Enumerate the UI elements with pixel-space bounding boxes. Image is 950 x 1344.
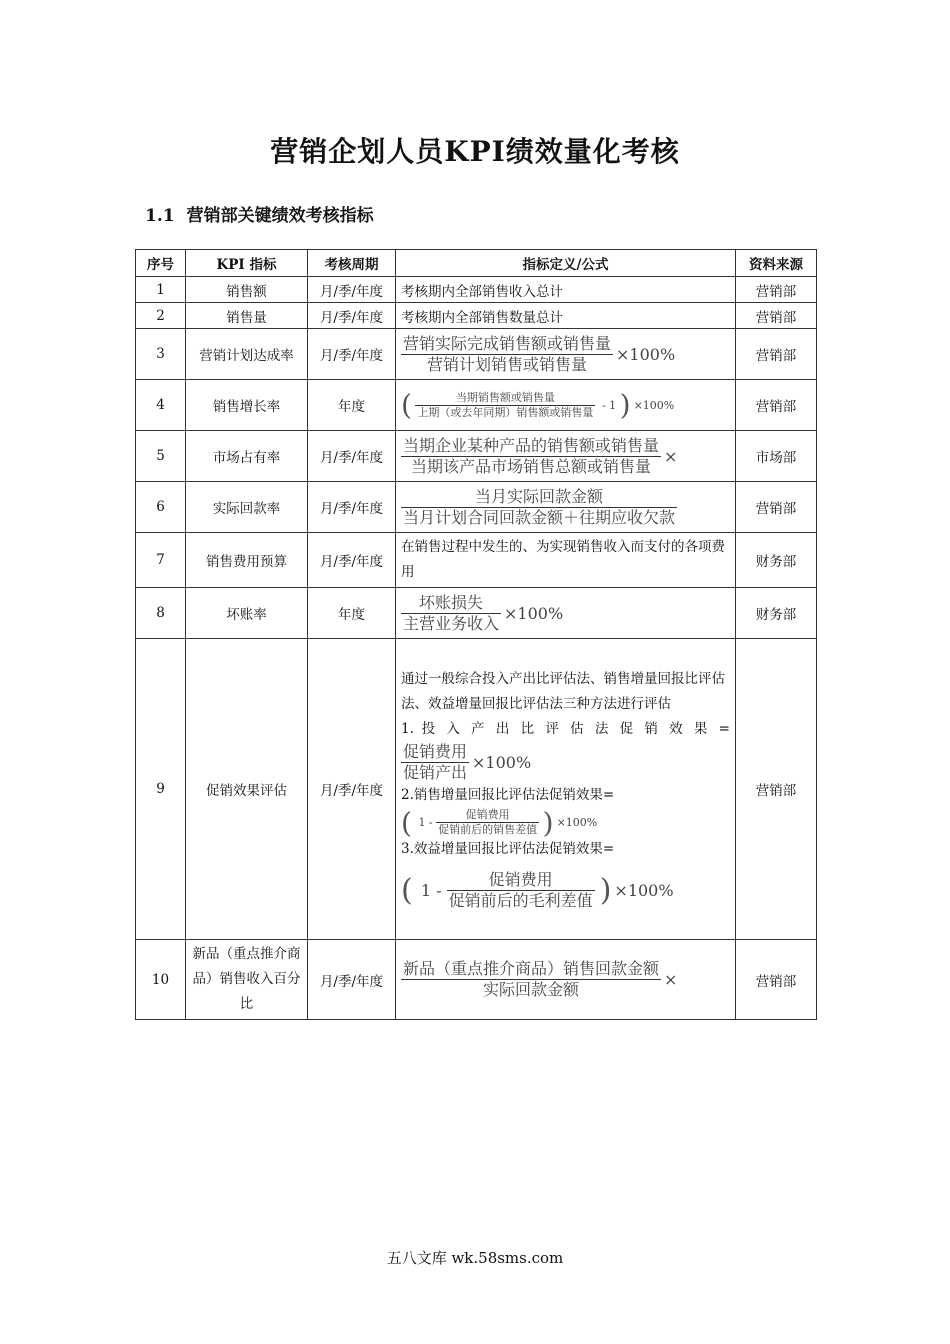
row-kpi: 销售增长率 <box>186 380 308 431</box>
row-formula <box>396 431 736 482</box>
formula-lead: 1 - <box>420 881 442 900</box>
row-period: 月/季/年度 <box>308 431 396 482</box>
row-no: 4 <box>136 380 186 431</box>
numerator: 新品（重点推介商品）销售回款金额 <box>403 959 660 978</box>
row-period: 月/季/年度 <box>308 482 396 533</box>
numerator: 促销费用 <box>488 870 553 889</box>
table-row <box>136 431 817 482</box>
row-definition: 考核期内全部销售收入总计 <box>396 277 736 303</box>
row-no: 9 <box>136 639 186 940</box>
row-no: 5 <box>136 431 186 482</box>
section-title: 营销部关键绩效考核指标 <box>186 206 374 226</box>
row-formula <box>396 940 736 1020</box>
table-row <box>136 940 817 1020</box>
header-period: 考核周期 <box>308 250 396 277</box>
method-1-label: 1. 投 入 产 出 比 评 估 法 促 销 效 果 = <box>401 721 730 737</box>
header-kpi: KPI 指标 <box>186 250 308 277</box>
table-row <box>136 303 817 329</box>
row-source: 营销部 <box>736 940 817 1020</box>
right-paren: ) <box>619 388 631 422</box>
row-period: 年度 <box>308 380 396 431</box>
row-no: 6 <box>136 482 186 533</box>
row-formula <box>396 482 736 533</box>
table-row <box>136 329 817 380</box>
left-paren: ( <box>401 873 413 908</box>
formula-multiplier: ×100% <box>556 816 598 829</box>
row-kpi: 新品（重点推介商品）销售收入百分比 <box>186 940 308 1020</box>
numerator: 当期销售额或销售量 <box>455 390 555 404</box>
method-3-formula <box>401 870 730 911</box>
row-kpi: 销售费用预算 <box>186 533 308 588</box>
document-title: 营销企划人员KPI绩效量化考核 <box>270 135 680 168</box>
method-2-label: 2.销售增量回报比评估法促销效果= <box>401 787 615 803</box>
fraction <box>436 808 539 837</box>
table-row <box>136 639 817 940</box>
row-no: 7 <box>136 533 186 588</box>
numerator: 当月实际回款金额 <box>475 486 604 506</box>
row-source: 营销部 <box>736 482 817 533</box>
row-kpi: 实际回款率 <box>186 482 308 533</box>
table-row <box>136 588 817 639</box>
formula-multiplier: × <box>664 446 678 466</box>
kpi-table <box>135 249 817 1020</box>
formula-multiplier: × <box>664 970 678 989</box>
fraction <box>401 959 661 1000</box>
formula-multiplier: ×100% <box>504 603 564 623</box>
row-period: 月/季/年度 <box>308 329 396 380</box>
row-period: 月/季/年度 <box>308 639 396 940</box>
row-no: 1 <box>136 277 186 303</box>
footer-watermark: 五八文库 wk.58sms.com <box>386 1249 564 1267</box>
header-source: 资料来源 <box>736 250 817 277</box>
row-definition <box>396 639 736 940</box>
row-source: 营销部 <box>736 329 817 380</box>
row-source: 财务部 <box>736 588 817 639</box>
formula-lead: 1 - <box>418 816 433 829</box>
header-no: 序号 <box>136 250 186 277</box>
table-header-row <box>136 250 817 277</box>
row-period: 年度 <box>308 588 396 639</box>
row-period: 月/季/年度 <box>308 303 396 329</box>
row-source: 营销部 <box>736 303 817 329</box>
row-source: 营销部 <box>736 380 817 431</box>
denominator: 上期（或去年同期）销售额或销售量 <box>417 405 594 419</box>
denominator: 主营业务收入 <box>403 613 500 633</box>
row-kpi: 营销计划达成率 <box>186 329 308 380</box>
row-definition: 考核期内全部销售数量总计 <box>396 303 736 329</box>
denominator: 促销前后的毛利差值 <box>448 891 593 910</box>
table-row <box>136 380 817 431</box>
numerator: 促销费用 <box>403 742 468 761</box>
method-2-formula <box>401 808 730 837</box>
section-number: 1.1 <box>145 206 175 226</box>
row-source: 市场部 <box>736 431 817 482</box>
row-source: 营销部 <box>736 639 817 940</box>
formula-multiplier: ×100% <box>614 881 674 900</box>
row-kpi: 坏账率 <box>186 588 308 639</box>
denominator: 当期该产品市场销售总额或销售量 <box>411 456 652 476</box>
denominator: 营销计划销售或销售量 <box>427 354 588 374</box>
row-source: 财务部 <box>736 533 817 588</box>
row-no: 2 <box>136 303 186 329</box>
formula <box>401 333 676 374</box>
denominator: 促销产出 <box>403 763 468 782</box>
row-period: 月/季/年度 <box>308 940 396 1020</box>
formula <box>401 592 564 633</box>
formula <box>401 959 678 999</box>
formula <box>401 806 598 839</box>
formula-multiplier: ×100% <box>472 753 532 772</box>
fraction <box>401 436 661 477</box>
row-kpi: 市场占有率 <box>186 431 308 482</box>
numerator: 营销实际完成销售额或销售量 <box>403 333 612 353</box>
fraction <box>401 593 501 634</box>
row-source: 营销部 <box>736 277 817 303</box>
table-row <box>136 277 817 303</box>
formula-minus: - 1 <box>601 398 617 412</box>
fraction <box>401 334 613 375</box>
left-paren: ( <box>401 806 412 839</box>
row-formula <box>396 329 736 380</box>
fraction <box>401 487 677 528</box>
right-paren: ) <box>542 806 554 839</box>
denominator: 实际回款金额 <box>483 980 580 999</box>
left-paren: ( <box>401 388 412 422</box>
row-kpi: 促销效果评估 <box>186 639 308 940</box>
header-definition: 指标定义/公式 <box>396 250 736 277</box>
row-no: 8 <box>136 588 186 639</box>
table-row <box>136 482 817 533</box>
formula-multiplier: ×100% <box>616 344 676 364</box>
row-formula <box>396 380 736 431</box>
table-row <box>136 533 817 588</box>
method-1-formula <box>401 742 730 783</box>
fraction <box>415 391 595 420</box>
formula <box>401 486 677 527</box>
row-period: 月/季/年度 <box>308 533 396 588</box>
denominator: 促销前后的销售差值 <box>438 823 538 836</box>
row-no: 10 <box>136 940 186 1020</box>
formula <box>401 870 674 910</box>
row-kpi: 销售额 <box>186 277 308 303</box>
row-no: 3 <box>136 329 186 380</box>
method-intro: 通过一般综合投入产出比评估法、销售增量回报比评估法、效益增量回报比评估法三种方法进行评估 <box>401 671 725 712</box>
denominator: 当月计划合同回款金额＋往期应收欠款 <box>403 507 676 527</box>
row-period: 月/季/年度 <box>308 277 396 303</box>
method-3-label: 3.效益增量回报比评估法促销效果= <box>401 841 615 857</box>
fraction <box>447 870 595 911</box>
row-kpi: 销售量 <box>186 303 308 329</box>
row-formula <box>396 588 736 639</box>
section-heading <box>145 201 374 226</box>
formula <box>401 435 678 476</box>
row-definition: 在销售过程中发生的、为实现销售收入而支付的各项费用 <box>396 533 736 588</box>
right-paren: ) <box>599 873 612 908</box>
numerator: 坏账损失 <box>419 592 484 612</box>
numerator: 当期企业某种产品的销售额或销售量 <box>403 435 660 455</box>
fraction <box>401 742 469 783</box>
formula-multiplier: ×100% <box>633 398 675 412</box>
formula <box>401 742 532 782</box>
formula <box>401 388 675 422</box>
numerator: 促销费用 <box>465 808 510 821</box>
